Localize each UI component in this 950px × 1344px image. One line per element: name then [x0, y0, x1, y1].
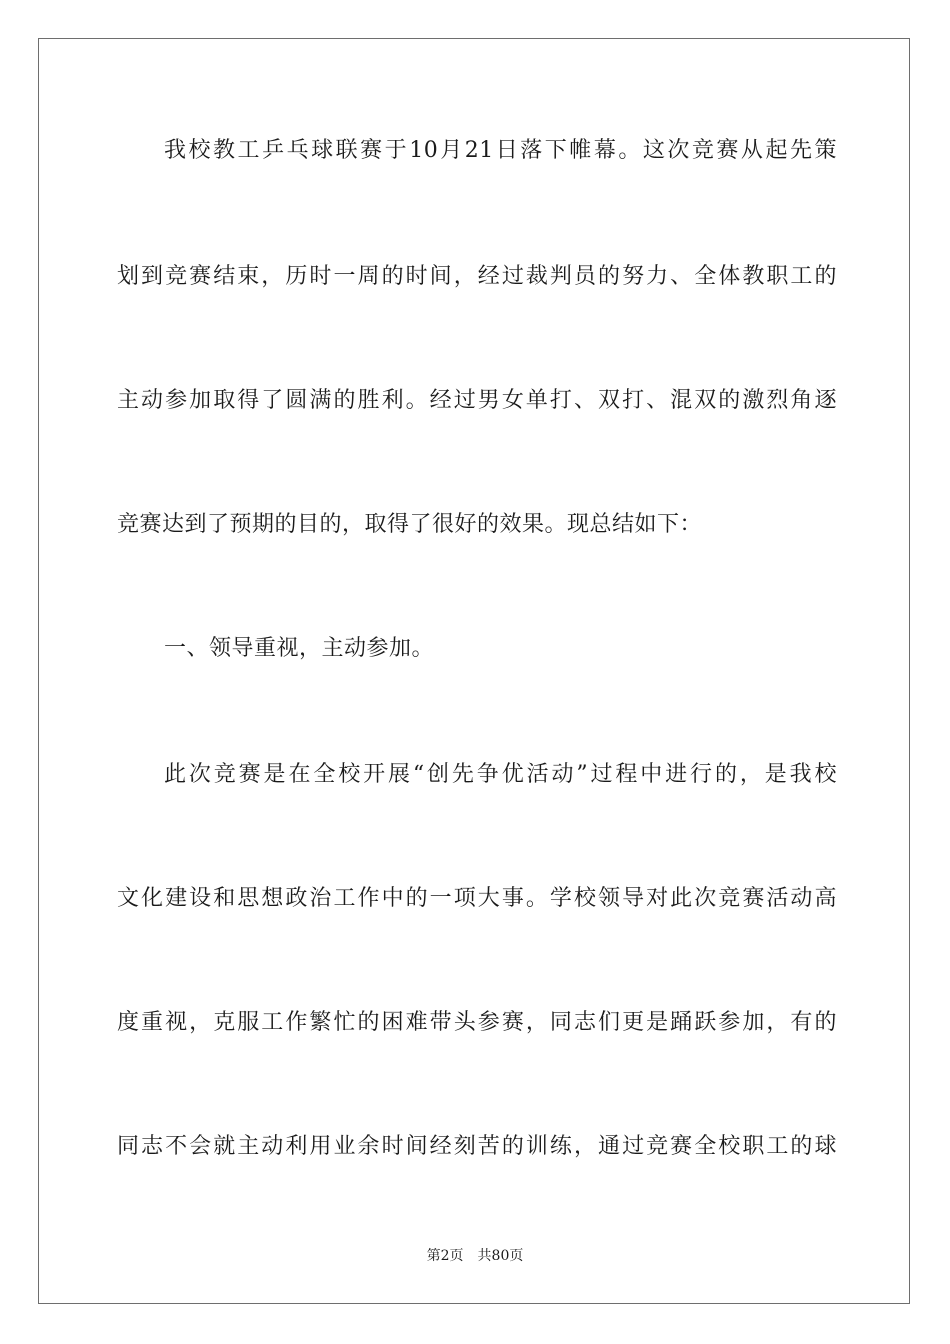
page-border — [38, 38, 910, 1304]
paragraph-1-line-1: 我校教工乒乓球联赛于10月21日落下帷幕。这次竞赛从起先策 — [164, 138, 837, 163]
paragraph-1-line-4: 竞赛达到了预期的目的，取得了很好的效果。现总结如下： — [117, 512, 703, 537]
paragraph-2-line-4: 同志不会就主动利用业余时间经刻苦的训练，通过竞赛全校职工的球 — [117, 1134, 837, 1159]
page-total: 共80页 — [477, 1248, 524, 1264]
paragraph-2-line-1: 此次竞赛是在全校开展“创先争优活动”过程中进行的，是我校 — [164, 762, 837, 787]
page-footer — [0, 1247, 950, 1265]
paragraph-1-line-2: 划到竞赛结束，历时一周的时间，经过裁判员的努力、全体教职工的 — [117, 264, 837, 289]
paragraph-1-line-3: 主动参加取得了圆满的胜利。经过男女单打、双打、混双的激烈角逐 — [117, 388, 837, 413]
paragraph-2-line-3: 度重视，克服工作繁忙的困难带头参赛，同志们更是踊跃参加，有的 — [117, 1010, 837, 1035]
paragraph-2-line-2: 文化建设和思想政治工作中的一项大事。学校领导对此次竞赛活动高 — [117, 886, 837, 911]
page-number: 第2页 — [426, 1248, 464, 1264]
section-heading: 一、领导重视，主动参加。 — [164, 636, 435, 661]
